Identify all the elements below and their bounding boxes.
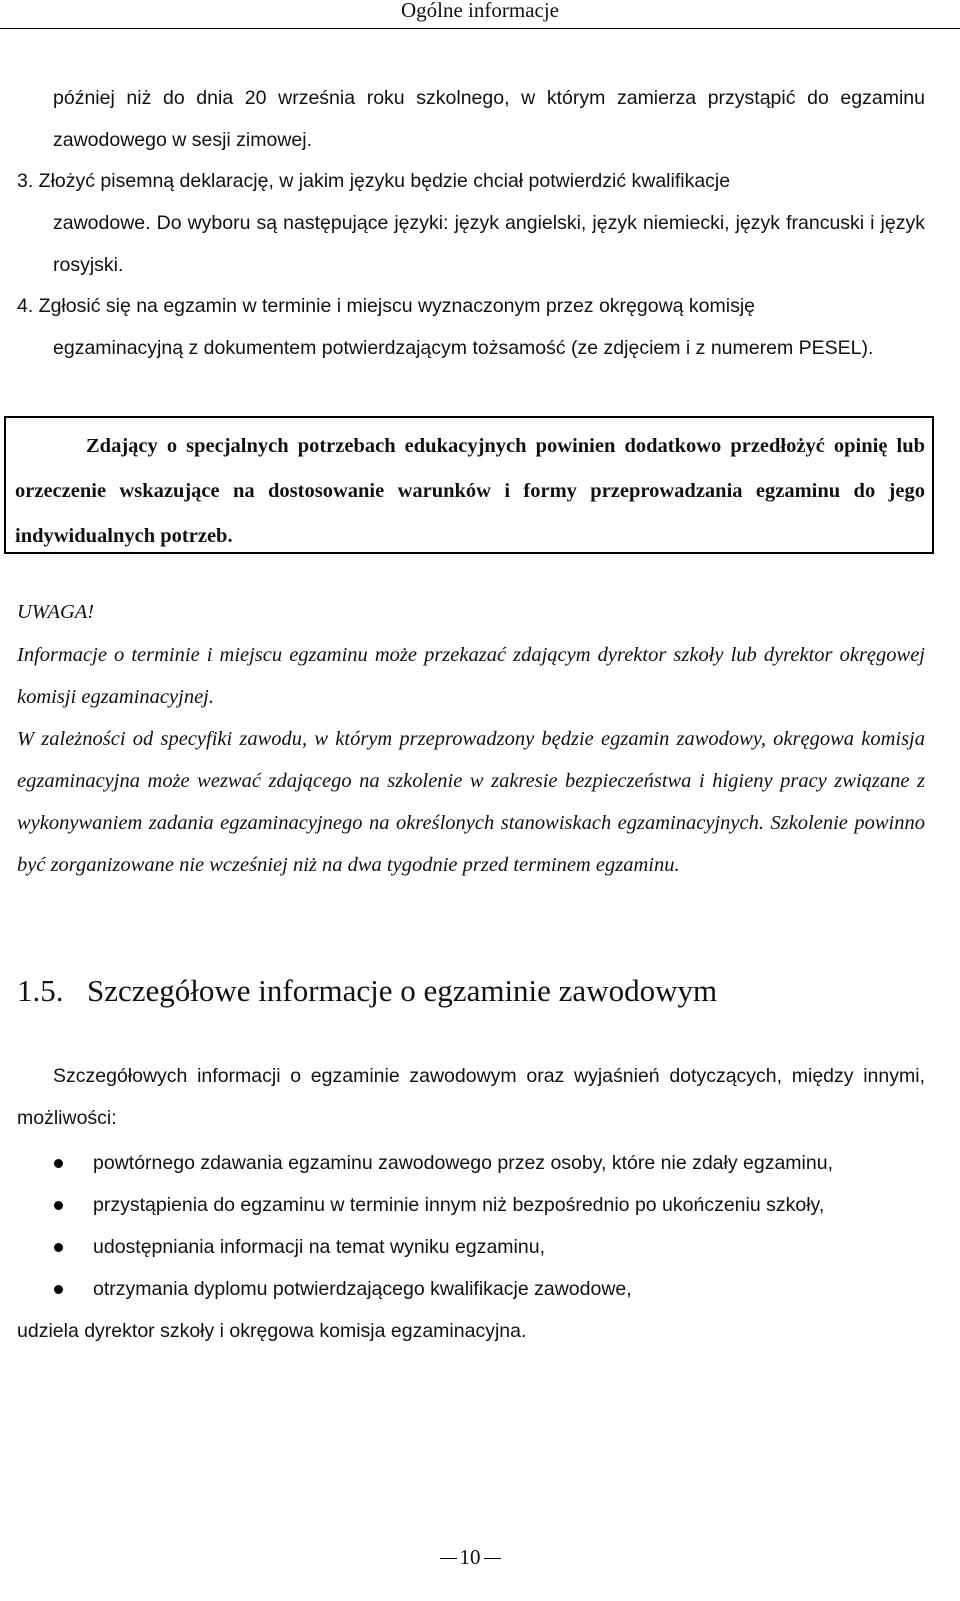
item4-paragraph	[17, 285, 925, 369]
bullet-icon	[54, 1159, 63, 1168]
item3-paragraph	[17, 160, 925, 286]
section-title: Szczegółowe informacje o egzaminie zawodowym	[87, 973, 718, 1008]
bullet-icon	[54, 1243, 63, 1252]
header-divider	[0, 28, 960, 29]
warning-title: UWAGA!	[17, 601, 95, 623]
bullet-list	[17, 1142, 937, 1310]
list-item	[17, 1268, 937, 1310]
warning-paragraph-2: W zależności od specyfiki zawodu, w którym przeprowadzony będzie egzamin zawodowy, okręgowa komisja egzaminacyjna może wezwać zdającego na szkolenie w zakresie bezpieczeństwa i higieny pracy związane z wykonywaniem zadania egzaminacyjnego na określonych stanowiskach egzaminacyjnych. Szkolenie powinno być zorganizowane nie wcześniej niż na dwa tygodnie przed terminem egzaminu.	[17, 728, 925, 876]
item2-continuation: później niż do dnia 20 września roku szkolnego, w którym zamierza przystąpić do egzaminu zawodowego w sesji zimowej.	[53, 87, 925, 151]
item4-continuation: egzaminacyjną z dokumentem potwierdzającym tożsamość (ze zdjęciem i z numerem PESEL).	[53, 337, 874, 359]
warning-paragraph-1: Informacje o terminie i miejscu egzaminu może przekazać zdającym dyrektor szkoły lub dyrektor okręgowej komisji egzaminacyjnej.	[17, 644, 925, 708]
list-item-text: otrzymania dyplomu potwierdzającego kwalifikacje zawodowe,	[93, 1278, 632, 1300]
item3-first-line: 3. Złożyć pisemną deklarację, w jakim języku będzie chciał potwierdzić kwalifikacje	[17, 170, 731, 192]
list-item-text: przystąpienia do egzaminu w terminie innym niż bezpośrednio po ukończeniu szkoły,	[93, 1194, 825, 1216]
section-intro: Szczegółowych informacji o egzaminie zawodowym oraz wyjaśnień dotyczących, między innymi, możliwości:	[17, 1065, 925, 1129]
bullet-icon	[54, 1201, 63, 1210]
item4-first-line: 4. Zgłosić się na egzamin w terminie i miejscu wyznaczonym przez okręgową komisję	[17, 295, 756, 317]
section-number: 1.5.	[17, 973, 64, 1008]
notice-text	[15, 424, 925, 559]
item3-continuation: zawodowe. Do wyboru są następujące języki: język angielski, język niemiecki, język francuski i język rosyjski.	[53, 212, 925, 276]
closing-sentence: udziela dyrektor szkoły i okręgowa komisja egzaminacyjna.	[17, 1320, 527, 1342]
list-item	[17, 1184, 937, 1226]
section-heading	[17, 967, 717, 1015]
page-number-dash-right	[484, 1558, 501, 1559]
bullet-icon	[54, 1285, 63, 1294]
list-item-text: udostępniania informacji na temat wyniku egzaminu,	[93, 1236, 545, 1258]
running-header: Ogólne informacje	[400, 0, 560, 22]
list-item	[17, 1226, 937, 1268]
page-number: 10	[459, 1545, 481, 1569]
list-item	[17, 1142, 937, 1184]
notice-paragraph: Zdający o specjalnych potrzebach edukacyjnych powinien dodatkowo przedłożyć opinię lub orzeczenie wskazujące na dostosowanie warunków i formy przeprowadzania egzaminu do jego indywidualnych potrzeb.	[15, 435, 925, 547]
list-item-text: powtórnego zdawania egzaminu zawodowego przez osoby, które nie zdały egzaminu,	[93, 1152, 833, 1174]
